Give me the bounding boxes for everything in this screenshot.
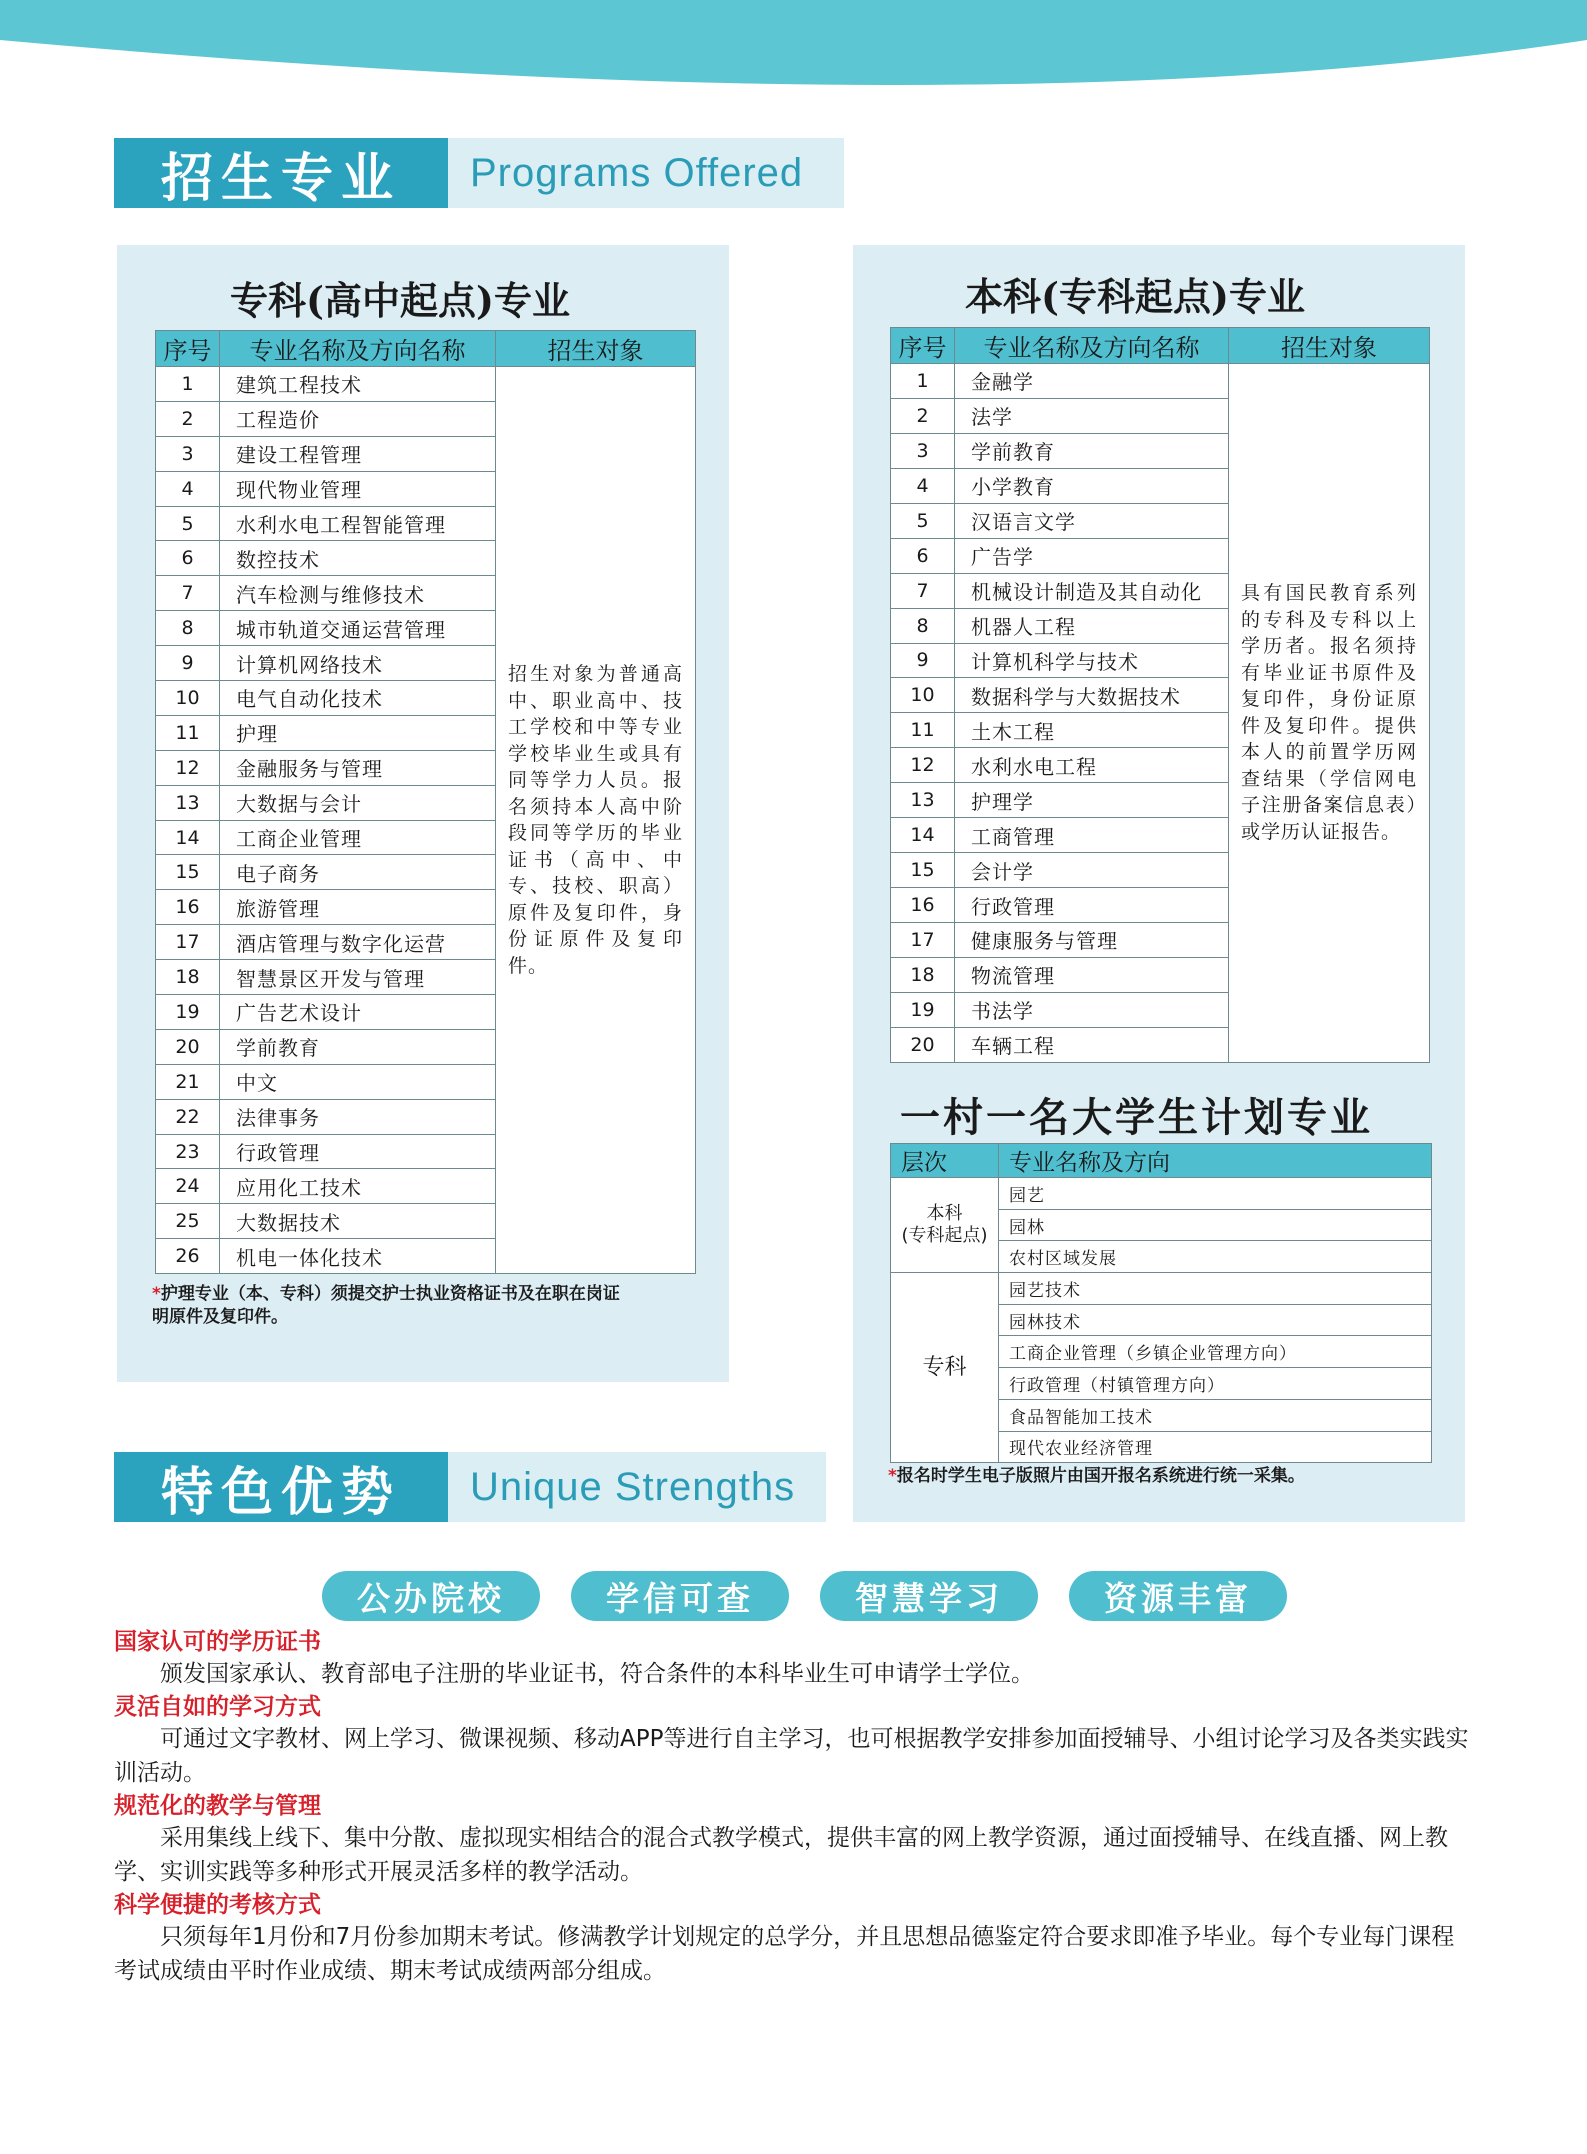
village-header-major: 专业名称及方向 [999,1144,1432,1178]
major-name: 广告学 [955,538,1229,573]
major-name: 护理学 [955,783,1229,818]
major-name: 酒店管理与数字化运营 [220,925,496,960]
major-name: 书法学 [955,992,1229,1027]
pill-smart-learning: 智慧学习 [820,1571,1038,1621]
major-name: 会计学 [955,853,1229,888]
major-name: 园艺技术 [999,1273,1432,1305]
row-number: 4 [891,468,955,503]
header-target: 招生对象 [496,331,696,367]
row-number: 14 [156,820,220,855]
major-name: 物流管理 [955,957,1229,992]
banner-en-title: Unique Strengths [448,1452,826,1522]
advantage-text: 可通过文字教材、网上学习、微课视频、移动APP等进行自主学习，也可根据教学安排参加面授辅导、小组讨论学习及各类实践实训活动。 [114,1726,1469,1786]
row-number: 15 [891,853,955,888]
advantage-assessment [114,1890,1474,1988]
row-number: 18 [156,960,220,995]
row-number: 6 [891,538,955,573]
row-number: 20 [891,1027,955,1062]
enrollment-target: 具有国民教育系列的专科及专科以上学历者。报名须持有毕业证书原件及复印件，身份证原件及复印件。提供本人的前置学历网查结果（学信网电子注册备案信息表）或学历认证报告。 [1229,364,1430,1063]
major-name: 工商企业管理（乡镇企业管理方向） [999,1336,1432,1368]
row-number: 7 [891,573,955,608]
major-name: 学前教育 [955,433,1229,468]
major-name: 工程造价 [220,401,496,436]
advantage-title: 科学便捷的考核方式 [114,1892,321,1918]
major-name: 建设工程管理 [220,436,496,471]
top-wave-decoration [0,0,1587,110]
row-number: 2 [891,398,955,433]
major-name: 机电一体化技术 [220,1239,496,1274]
major-name: 法学 [955,398,1229,433]
major-name: 园林 [999,1209,1432,1241]
major-name: 金融服务与管理 [220,750,496,785]
row-number: 12 [156,750,220,785]
level-benke: 本科 (专科起点) [891,1178,999,1273]
row-number: 19 [891,992,955,1027]
zhuanke-title: 专科(高中起点)专业 [230,278,570,323]
row-number: 21 [156,1064,220,1099]
benke-title: 本科(专科起点)专业 [965,274,1305,319]
major-name: 汽车检测与维修技术 [220,576,496,611]
row-number: 5 [156,506,220,541]
banner-cn-title: 特色优势 [114,1452,448,1522]
major-name: 农村区域发展 [999,1241,1432,1273]
row-number: 16 [891,888,955,923]
advantage-text: 采用集线上线下、集中分散、虚拟现实相结合的混合式教学模式，提供丰富的网上教学资源，通过面授辅导、在线直播、网上教学、实训实践等多种形式开展灵活多样的教学活动。 [114,1825,1448,1885]
major-name: 大数据与会计 [220,785,496,820]
major-name: 机器人工程 [955,608,1229,643]
major-name: 数控技术 [220,541,496,576]
major-name: 汉语言文学 [955,503,1229,538]
row-number: 8 [891,608,955,643]
pill-chsi-verifiable: 学信可查 [571,1571,789,1621]
header-number: 序号 [156,331,220,367]
major-name: 行政管理 [220,1134,496,1169]
advantage-teaching [114,1791,1474,1889]
banner-cn-title: 招生专业 [114,138,448,208]
level-zhuanke: 专科 [891,1273,999,1463]
major-name: 园林技术 [999,1304,1432,1336]
zhuanke-note: *护理专业（本、专科）须提交护士执业资格证书及在职在岗证明原件及复印件。 [152,1284,620,1327]
header-target: 招生对象 [1229,328,1430,364]
section-banner-programs [114,138,844,208]
row-number: 1 [891,364,955,399]
village-note: *报名时学生电子版照片由国开报名系统进行统一采集。 [888,1466,1305,1486]
row-number: 19 [156,995,220,1030]
major-name: 水利水电工程智能管理 [220,506,496,541]
row-number: 3 [891,433,955,468]
major-name: 应用化工技术 [220,1169,496,1204]
major-name: 行政管理（村镇管理方向） [999,1368,1432,1400]
major-name: 食品智能加工技术 [999,1399,1432,1431]
row-number: 4 [156,471,220,506]
row-number: 20 [156,1029,220,1064]
major-name: 现代农业经济管理 [999,1431,1432,1463]
major-name: 土木工程 [955,713,1229,748]
major-name: 学前教育 [220,1029,496,1064]
row-number: 11 [891,713,955,748]
major-name: 电气自动化技术 [220,681,496,716]
village-title: 一村一名大学生计划专业 [900,1094,1373,1141]
major-name: 广告艺术设计 [220,995,496,1030]
zhuanke-table [155,330,696,1274]
row-number: 9 [891,643,955,678]
row-number: 25 [156,1204,220,1239]
major-name: 建筑工程技术 [220,367,496,402]
major-name: 行政管理 [955,888,1229,923]
row-number: 1 [156,367,220,402]
feature-pills [322,1571,1287,1621]
major-name: 护理 [220,715,496,750]
row-number: 6 [156,541,220,576]
row-number: 13 [891,783,955,818]
banner-en-title: Programs Offered [448,138,844,208]
major-name: 金融学 [955,364,1229,399]
header-number: 序号 [891,328,955,364]
major-name: 园艺 [999,1178,1432,1210]
table-row [156,367,696,402]
table-row [891,1273,1432,1305]
major-name: 电子商务 [220,855,496,890]
row-number: 11 [156,715,220,750]
advantage-title: 国家认可的学历证书 [114,1629,321,1655]
row-number: 10 [891,678,955,713]
row-number: 7 [156,576,220,611]
major-name: 大数据技术 [220,1204,496,1239]
village-table [890,1143,1432,1463]
advantage-title: 灵活自如的学习方式 [114,1694,321,1720]
table-row [891,1178,1432,1210]
major-name: 健康服务与管理 [955,923,1229,958]
pill-rich-resources: 资源丰富 [1069,1571,1287,1621]
major-name: 城市轨道交通运营管理 [220,611,496,646]
major-name: 法律事务 [220,1099,496,1134]
row-number: 12 [891,748,955,783]
major-name: 智慧景区开发与管理 [220,960,496,995]
row-number: 2 [156,401,220,436]
row-number: 18 [891,957,955,992]
row-number: 9 [156,646,220,681]
advantage-text: 只须每年1月份和7月份参加期末考试。修满教学计划规定的总学分，并且思想品德鉴定符合要求即准予毕业。每个专业每门课程考试成绩由平时作业成绩、期末考试成绩两部分组成。 [114,1924,1455,1984]
row-number: 24 [156,1169,220,1204]
advantage-learning-mode [114,1692,1474,1790]
major-name: 机械设计制造及其自动化 [955,573,1229,608]
major-name: 中文 [220,1064,496,1099]
row-number: 14 [891,818,955,853]
row-number: 17 [156,925,220,960]
row-number: 13 [156,785,220,820]
table-row [891,364,1430,399]
row-number: 26 [156,1239,220,1274]
major-name: 数据科学与大数据技术 [955,678,1229,713]
pill-public-school: 公办院校 [322,1571,540,1621]
row-number: 15 [156,855,220,890]
row-number: 17 [891,923,955,958]
major-name: 计算机科学与技术 [955,643,1229,678]
major-name: 工商管理 [955,818,1229,853]
section-banner-strengths [114,1452,826,1522]
row-number: 23 [156,1134,220,1169]
row-number: 16 [156,890,220,925]
row-number: 5 [891,503,955,538]
benke-table [890,327,1430,1063]
advantage-text: 颁发国家承认、教育部电子注册的毕业证书，符合条件的本科毕业生可申请学士学位。 [160,1661,1034,1687]
major-name: 工商企业管理 [220,820,496,855]
header-major-name: 专业名称及方向名称 [955,328,1229,364]
advantage-certificate [114,1627,1474,1691]
row-number: 8 [156,611,220,646]
major-name: 计算机网络技术 [220,646,496,681]
major-name: 小学教育 [955,468,1229,503]
enrollment-target: 招生对象为普通高中、职业高中、技工学校和中等专业学校毕业生或具有同等学力人员。报名须持本人高中阶段同等学历的毕业证书（高中、中专、技校、职高）原件及复印件，身份证原件及复印件。 [496,367,696,1274]
row-number: 10 [156,681,220,716]
major-name: 水利水电工程 [955,748,1229,783]
village-header-level: 层次 [891,1144,999,1178]
row-number: 3 [156,436,220,471]
header-major-name: 专业名称及方向名称 [220,331,496,367]
row-number: 22 [156,1099,220,1134]
major-name: 旅游管理 [220,890,496,925]
major-name: 车辆工程 [955,1027,1229,1062]
major-name: 现代物业管理 [220,471,496,506]
advantage-title: 规范化的教学与管理 [114,1793,321,1819]
